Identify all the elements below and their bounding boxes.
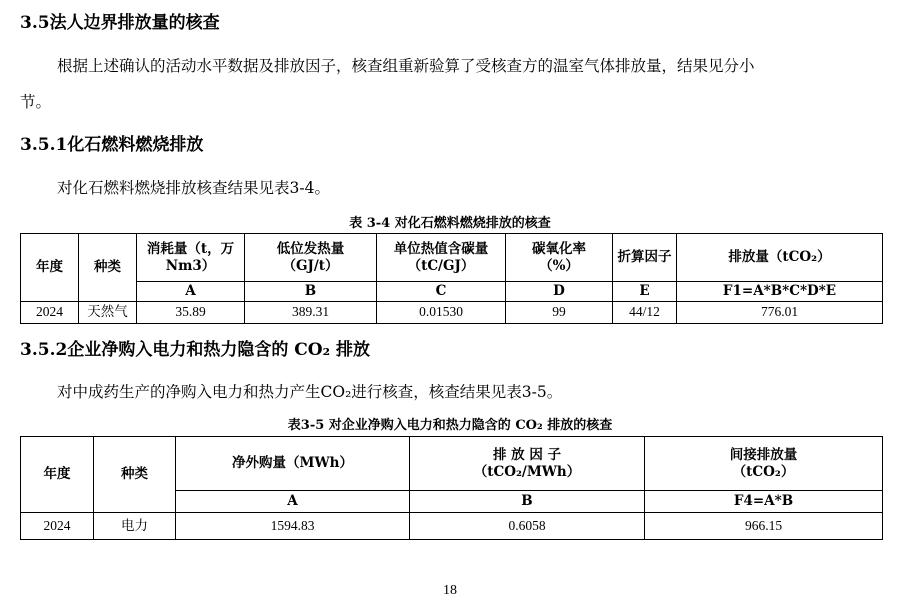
letter-formula: F4=A*B <box>645 491 883 513</box>
header-emission-factor: 排 放 因 子 （tCO₂/MWh） <box>410 437 645 491</box>
cell-consumption: 35.89 <box>137 302 245 324</box>
header-consumption: 消耗量（t，万 Nm3） <box>137 234 245 282</box>
letter-a: A <box>137 282 245 302</box>
letter-a: A <box>176 491 410 513</box>
table-3-4-caption: 表 3-4 对化石燃料燃烧排放的核查 <box>349 216 551 231</box>
header-indirect-emission: 间接排放量 （tCO₂） <box>645 437 883 491</box>
header-oxidation-rate: 碳氧化率 （%） <box>506 234 613 282</box>
letter-c: C <box>377 282 506 302</box>
header-type: 种类 <box>94 437 176 513</box>
table-3-4 <box>20 233 883 324</box>
header-conversion-factor: 折算因子 <box>613 234 677 282</box>
table-3-5 <box>20 436 883 540</box>
header-year: 年度 <box>21 234 79 302</box>
header-carbon-content: 单位热值含碳量 （tC/GJ） <box>377 234 506 282</box>
section-3-5-body-line2: 节。 <box>20 93 52 111</box>
section-3-5-2-title: 3.5.2企业净购入电力和热力隐含的 CO₂ 排放 <box>20 340 370 360</box>
cell-type: 电力 <box>94 513 176 540</box>
section-3-5-1-title: 3.5.1化石燃料燃烧排放 <box>20 135 204 155</box>
section-3-5-title: 3.5法人边界排放量的核查 <box>20 13 220 33</box>
letter-formula: F1=A*B*C*D*E <box>677 282 883 302</box>
letter-e: E <box>613 282 677 302</box>
cell-indirect-emission: 966.15 <box>645 513 883 540</box>
cell-carbon-content: 0.01530 <box>377 302 506 324</box>
header-net-purchase: 净外购量（MWh） <box>176 437 410 491</box>
cell-oxidation-rate: 99 <box>506 302 613 324</box>
letter-b: B <box>410 491 645 513</box>
header-type: 种类 <box>79 234 137 302</box>
section-3-5-body-line1: 根据上述确认的活动水平数据及排放因子，核查组重新验算了受核查方的温室气体排放量，结果见分小 <box>57 57 755 75</box>
cell-type: 天然气 <box>79 302 137 324</box>
header-emission: 排放量（tCO₂） <box>677 234 883 282</box>
letter-b: B <box>245 282 377 302</box>
header-year: 年度 <box>21 437 94 513</box>
section-3-5-2-body: 对中成药生产的净购入电力和热力产生CO₂进行核查，核查结果见表3-5。 <box>57 383 563 401</box>
cell-emission-factor: 0.6058 <box>410 513 645 540</box>
cell-year: 2024 <box>21 302 79 324</box>
header-ncv: 低位发热量 （GJ/t） <box>245 234 377 282</box>
cell-ncv: 389.31 <box>245 302 377 324</box>
cell-net-purchase: 1594.83 <box>176 513 410 540</box>
letter-d: D <box>506 282 613 302</box>
section-3-5-1-body: 对化石燃料燃烧排放核查结果见表3-4。 <box>57 179 330 197</box>
table-3-5-caption: 表3-5 对企业净购入电力和热力隐含的 CO₂ 排放的核查 <box>287 418 613 433</box>
cell-year: 2024 <box>21 513 94 540</box>
cell-emission: 776.01 <box>677 302 883 324</box>
cell-conversion-factor: 44/12 <box>613 302 677 324</box>
page-number: 18 <box>443 583 457 598</box>
